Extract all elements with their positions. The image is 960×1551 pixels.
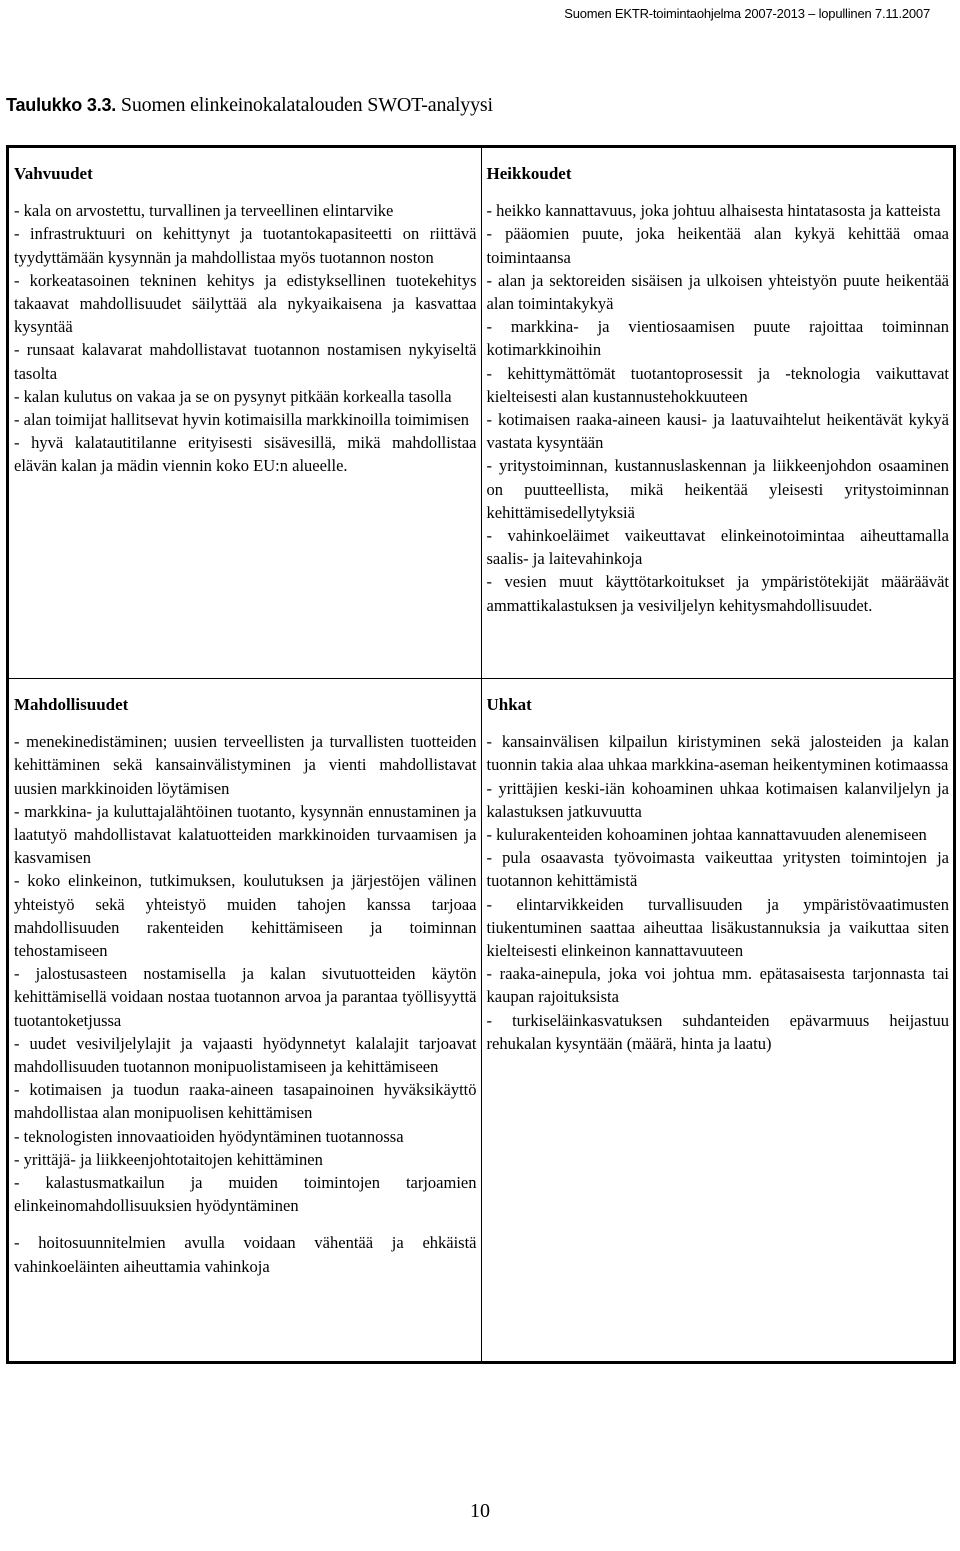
weaknesses-cell [481, 147, 955, 679]
list-item: - vahinkoeläimet vaikeuttavat elinkeinotoimintaa aiheuttamalla saalis- ja laitevahinkoja [486, 526, 949, 569]
list-item: - alan ja sektoreiden sisäisen ja ulkoisen yhteistyön puute heikentää alan toimintakykyä [486, 270, 949, 314]
list-item: - menekinedistäminen; uusien terveellisten ja turvallisten tuotteiden kehittäminen sekä kansainvälistyminen ja vienti mahdollistavat uusien markkinoiden löytämisen [14, 732, 477, 798]
list-item: - runsaat kalavarat mahdollistavat tuotannon nostamisen nykyiseltä tasolta [14, 340, 477, 383]
list-item: - heikko kannattavuus, joka johtuu alhaisesta hintatasosta ja katteista [486, 201, 941, 221]
strengths-cell [8, 147, 482, 679]
list-item: - yritystoiminnan, kustannuslaskennan ja liikkeenjohdon osaaminen on puutteellista, mikä heikentää yleisesti yritystoiminnan kehittämisedellytyksiä [486, 456, 949, 522]
list-item: - infrastruktuuri on kehittynyt ja tuotantokapasiteetti on riittävä tyydyttämään kysynnän ja mahdollistaa myös tuotannon noston [14, 224, 477, 267]
opportunities-list [14, 730, 477, 1278]
list-item: - kotimaisen ja tuodun raaka-aineen tasapainoinen hyväksikäyttö mahdollistaa alan monipuolisen kehittämisen [14, 1080, 477, 1123]
list-item: - yrittäjien keski-iän kohoaminen uhkaa kotimaisen kalanviljelyn ja kalastuksen jatkuvuutta [486, 778, 949, 821]
list-item: - kulurakenteiden kohoaminen johtaa kannattavuuden alenemiseen [486, 825, 927, 845]
page-number: 10 [470, 1500, 490, 1522]
list-item: - kotimaisen raaka-aineen kausi- ja laatuvaihtelut heikentävät kykyä vastata kysyntään [486, 410, 949, 453]
list-item: - kehittymättömät tuotantoprosessit ja -teknologia vaikuttavat kielteisesti alan kustannustehokkuuteen [486, 363, 949, 406]
list-item: - pula osaavasta työvoimasta vaikeuttaa yritysten toimintojen ja tuotannon kehittämistä [486, 848, 949, 891]
opportunities-heading: Mahdollisuudet [14, 695, 129, 714]
strengths-list [14, 199, 477, 477]
threats-list [487, 730, 950, 1055]
list-item: - hoitosuunnitelmien avulla voidaan vähentää ja ehkäistä vahinkoeläinten aiheuttamia vahinkoja [14, 1233, 477, 1276]
list-item: - alan toimijat hallitsevat hyvin kotimaisilla markkinoilla toimimisen [14, 410, 470, 430]
running-header: Suomen EKTR-toimintaohjelma 2007-2013 – lopullinen 7.11.2007 [564, 6, 930, 21]
list-item: - kalastusmatkailun ja muiden toimintojen tarjoamien elinkeinomahdollisuuksien hyödyntäminen [14, 1173, 477, 1216]
list-item: - markkina- ja vientiosaamisen puute rajoittaa toiminnan kotimarkkinoihin [486, 317, 949, 360]
list-item: - korkeatasoinen tekninen kehitys ja edistyksellinen tuotekehitys takaavat mahdollisuudet säilyttää ala nykyaikaisena ja kasvattaa kysyntää [14, 270, 477, 337]
list-item: - vesien muut käyttötarkoitukset ja ympäristötekijät määräävät ammattikalastuksen ja vesiviljelyn kehitysmahdollisuudet. [486, 572, 949, 615]
list-item: - koko elinkeinon, tutkimuksen, koulutuksen ja järjestöjen välinen yhteistyö sekä yhteistyö muiden tahojen kanssa tarjoaa mahdollisuuden rakenteiden kehittämiseen ja toiminnan tehostamiseen [14, 871, 477, 961]
list-item: - uudet vesiviljelylajit ja vajaasti hyödynnetyt kalalajit tarjoavat mahdollisuuden tuotannon monipuolistamiseen ja kehittämiseen [14, 1033, 477, 1077]
opportunities-cell [8, 679, 482, 1363]
table-title-text: Suomen elinkeinokalatalouden SWOT-analyysi [120, 94, 493, 116]
list-item: - pääomien puute, joka heikentää alan kykyä kehittää omaa toimintaansa [486, 224, 949, 267]
strengths-heading: Vahvuudet [14, 164, 93, 183]
weaknesses-list [487, 199, 950, 617]
list-item: - yrittäjä- ja liikkeenjohtotaitojen kehittäminen [14, 1149, 323, 1169]
weaknesses-heading: Heikkoudet [486, 164, 572, 183]
list-item: - kansainvälisen kilpailun kiristyminen sekä jalosteiden ja kalan tuonnin takia alaa uhkaa markkina-aseman heikentyminen kotimaassa [486, 732, 949, 775]
table-label: Taulukko 3.3. [6, 95, 117, 115]
list-item: - raaka-ainepula, joka voi johtua mm. epätasaisesta tarjonnasta tai kaupan rajoituksista [486, 964, 949, 1007]
list-item: - kalan kulutus on vakaa ja se on pysynyt pitkään korkealla tasolla [14, 386, 452, 406]
table-title [6, 94, 493, 117]
swot-table [6, 145, 956, 1364]
list-item: - teknologisten innovaatioiden hyödyntäminen tuotannossa [14, 1126, 404, 1146]
threats-heading: Uhkat [486, 695, 532, 714]
list-item: - kala on arvostettu, turvallinen ja terveellinen elintarvike [14, 201, 394, 221]
list-item: - elintarvikkeiden turvallisuuden ja ympäristövaatimusten tiukentuminen saattaa aiheuttaa lisäkustannuksia ja vaikuttaa siten kielteisesti elinkeinon kannattavuuteen [486, 894, 949, 961]
list-item: - hyvä kalatautitilanne erityisesti sisävesillä, mikä mahdollistaa elävän kalan ja mädin viennin koko EU:n alueelle. [14, 433, 477, 476]
threats-cell [481, 679, 955, 1363]
list-item: - turkiseläinkasvatuksen suhdanteiden epävarmuus heijastuu rehukalan kysyntään (määrä, hinta ja laatu) [486, 1010, 949, 1053]
list-item: - markkina- ja kuluttajalähtöinen tuotanto, kysynnän ennustaminen ja laatutyö mahdollistavat kalatuotteiden markkinoiden turvaamisen ja kasvamisen [14, 801, 477, 868]
list-item: - jalostusasteen nostamisella ja kalan sivutuotteiden käytön kehittämisellä voidaan nostaa tuotannon arvoa ja parantaa työllisyyttä tuotantoketjussa [14, 964, 477, 1030]
